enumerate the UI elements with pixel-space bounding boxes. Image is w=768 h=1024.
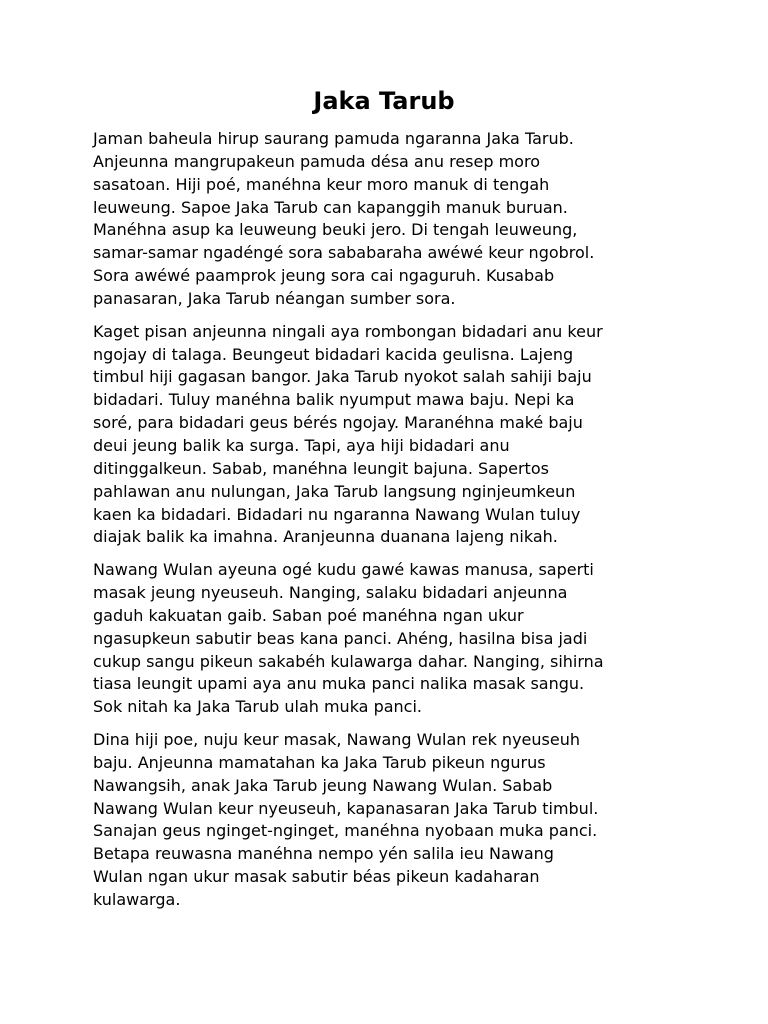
paragraph-line: deui jeung balik ka surga. Tapi, aya hiji bidadari anu: [93, 435, 510, 455]
paragraph-line: timbul hiji gagasan bangor. Jaka Tarub nyokot salah sahiji baju: [93, 367, 592, 387]
paragraph-line: diajak balik ka imahna. Aranjeunna duanana lajeng nikah.: [93, 527, 558, 547]
paragraph-line: Nawangsih, anak Jaka Tarub jeung Nawang Wulan. Sabab: [93, 775, 553, 795]
paragraph-line: panasaran, Jaka Tarub néangan sumber sora.: [93, 288, 456, 308]
paragraph-line: pahlawan anu nulungan, Jaka Tarub langsung nginjeumkeun: [93, 481, 576, 501]
paragraph-line: Manéhna asup ka leuweung beuki jero. Di tengah leuweung,: [93, 220, 578, 240]
paragraph-line: kulawarga.: [93, 890, 181, 909]
paragraph-line: ngasupkeun sabutir beas kana panci. Ahéng, hasilna bisa jadi: [93, 628, 588, 648]
paragraph-line: Sora awéwé paamprok jeung sora cai ngaguruh. Kusabab: [93, 266, 555, 286]
paragraph: [93, 321, 683, 549]
paragraph-line: Sanajan geus nginget-nginget, manéhna nyobaan muka panci.: [93, 821, 598, 841]
paragraph: [93, 559, 683, 719]
paragraph-line: masak jeung nyeuseuh. Nanging, salaku bidadari anjeunna: [93, 583, 568, 603]
paragraph-line: ngojay di talaga. Beungeut bidadari kacida geulisna. Lajeng: [93, 344, 574, 364]
paragraph-line: samar-samar ngadéngé sora sababaraha awéwé keur ngobrol.: [93, 243, 595, 263]
paragraph-line: soré, para bidadari geus bérés ngojay. Maranéhna maké baju: [93, 413, 583, 433]
paragraph: [93, 128, 683, 311]
paragraph-line: gaduh kakuatan gaib. Saban poé manéhna ngan ukur: [93, 605, 524, 625]
paragraph-line: Nawang Wulan ayeuna ogé kudu gawé kawas manusa, saperti: [93, 560, 594, 580]
paragraph-line: kaen ka bidadari. Bidadari nu ngaranna Nawang Wulan tuluy: [93, 504, 581, 524]
document-title: Jaka Tarub: [313, 87, 455, 115]
paragraph-line: Betapa reuwasna manéhna nempo yén salila ieu Nawang: [93, 844, 554, 864]
paragraph-line: tiasa leungit upami aya anu muka panci nalika masak sangu.: [93, 674, 585, 694]
paragraph-line: Anjeunna mangrupakeun pamuda désa anu resep moro: [93, 151, 540, 171]
paragraph-line: Nawang Wulan keur nyeuseuh, kapanasaran Jaka Tarub timbul.: [93, 798, 599, 818]
paragraph-line: baju. Anjeunna mamatahan ka Jaka Tarub pikeun ngurus: [93, 752, 546, 772]
paragraph-line: bidadari. Tuluy manéhna balik nyumput mawa baju. Nepi ka: [93, 390, 575, 410]
paragraph-line: Jaman baheula hirup saurang pamuda ngaranna Jaka Tarub.: [93, 129, 574, 148]
paragraph: [93, 729, 683, 912]
paragraph-line: Kaget pisan anjeunna ningali aya rombongan bidadari anu keur: [93, 321, 603, 341]
paragraph-line: cukup sangu pikeun sakabéh kulawarga dahar. Nanging, sihirna: [93, 651, 604, 671]
paragraph-line: ditinggalkeun. Sabab, manéhna leungit bajuna. Sapertos: [93, 458, 549, 478]
paragraph-line: sasatoan. Hiji poé, manéhna keur moro manuk di tengah: [93, 174, 550, 194]
paragraph-line: Sok nitah ka Jaka Tarub ulah muka panci.: [93, 697, 422, 717]
paragraph-line: Wulan ngan ukur masak sabutir béas pikeun kadaharan: [93, 867, 540, 887]
paragraph-line: Dina hiji poe, nuju keur masak, Nawang Wulan rek nyeuseuh: [93, 730, 580, 750]
document-body: [93, 128, 683, 922]
paragraph-line: leuweung. Sapoe Jaka Tarub can kapanggih manuk buruan.: [93, 197, 568, 217]
